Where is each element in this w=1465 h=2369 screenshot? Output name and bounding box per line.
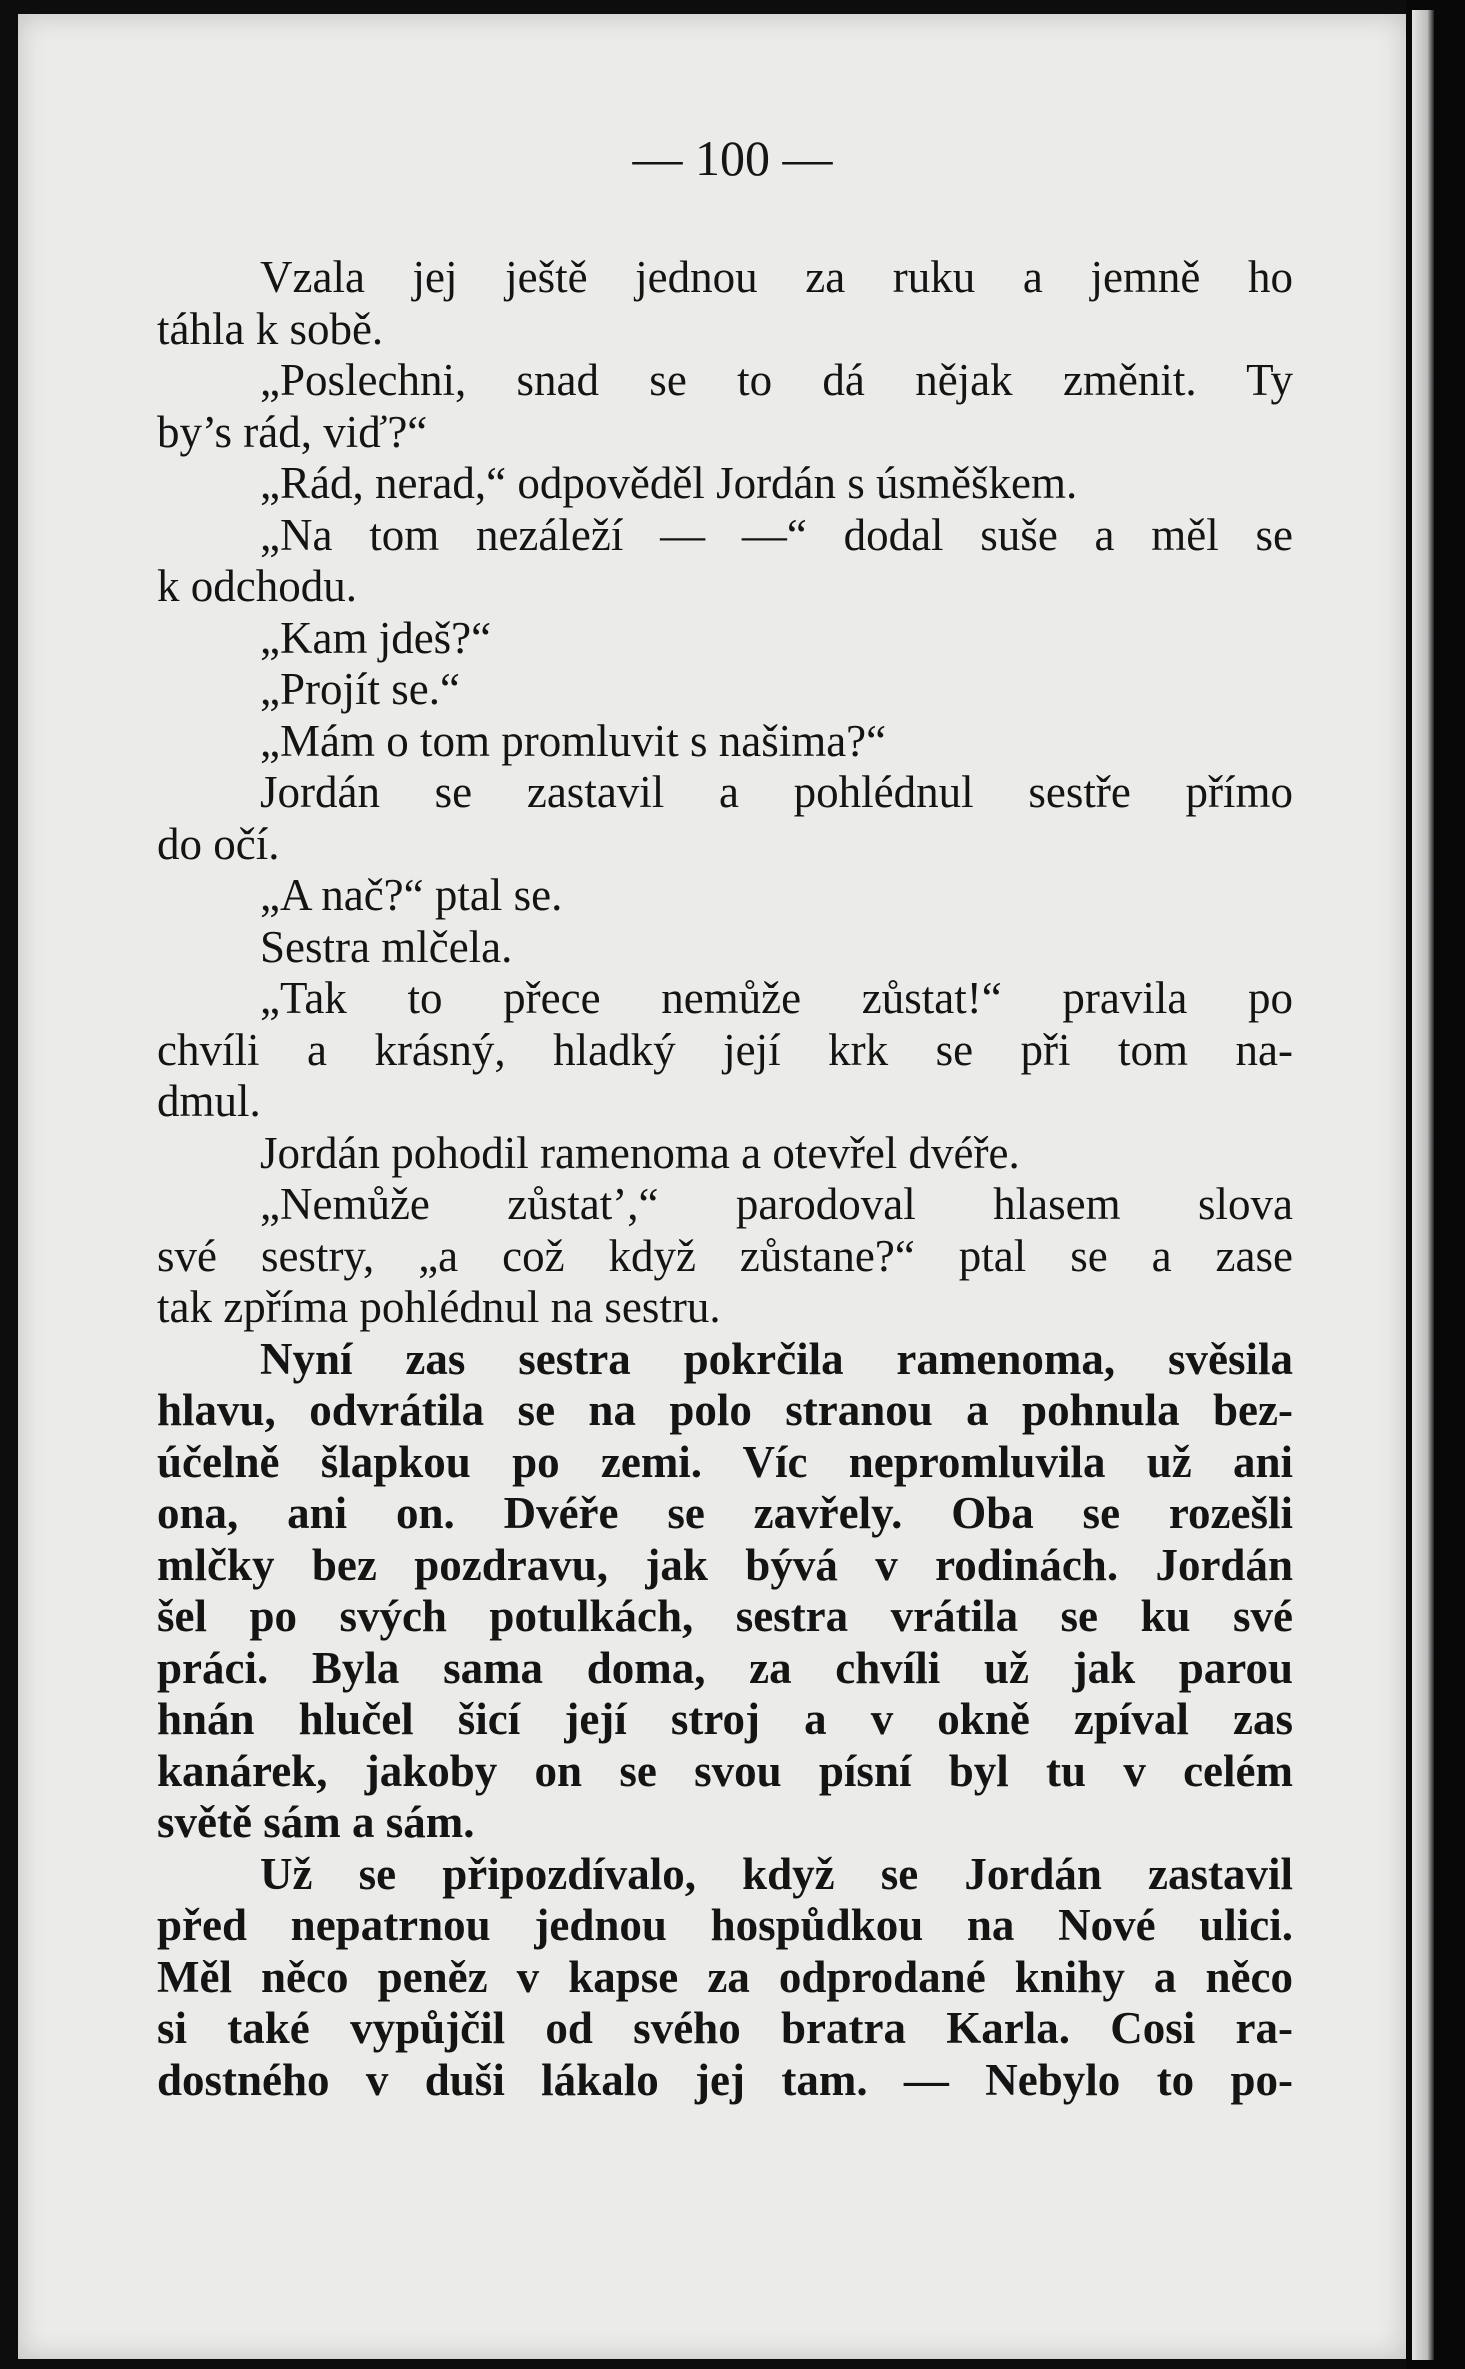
text-line: kanárek, jakoby on se svou písní byl tu v celém xyxy=(157,1745,1293,1796)
text-line: „Poslechni, snad se to dá nějak změnit. Ty xyxy=(260,355,1293,405)
text-line: Nyní zas sestra pokrčila ramenoma, svěsila xyxy=(260,1333,1293,1384)
text-line: si také vypůjčil od svého bratra Karla. Cosi ra- xyxy=(157,2003,1293,2053)
text-line: „Kam jdeš?“ xyxy=(260,612,492,663)
text-line: šel po svých potulkách, sestra vrátila se ku své xyxy=(157,1591,1293,1641)
text-line: Sestra mlčela. xyxy=(260,921,513,972)
text-line: „Rád, nerad,“ odpověděl Jordán s úsměškem. xyxy=(260,458,1078,508)
text-line: Jordán se zastavil a pohlédnul sestře přímo xyxy=(260,767,1293,817)
text-line: „Nemůže zůstat’,“ parodoval hlasem slova xyxy=(260,1179,1293,1229)
text-line: práci. Byla sama doma, za chvíli už jak parou xyxy=(157,1642,1293,1693)
text-line: „Mám o tom promluvit s našima?“ xyxy=(260,715,887,766)
text-line: „Na tom nezáleží — —“ dodal suše a měl se xyxy=(260,509,1293,560)
text-line: Vzala jej ještě jednou za ruku a jemně ho xyxy=(260,252,1293,302)
text-line: hnán hlučel šicí její stroj a v okně zpíval zas xyxy=(157,1694,1293,1744)
text-line: tak zpříma pohlédnul na sestru. xyxy=(157,1282,721,1332)
text-line: účelně šlapkou po zemi. Víc nepromluvila už ani xyxy=(157,1436,1293,1487)
text-line: své sestry, „a což když zůstane?“ ptal se a zase xyxy=(157,1230,1293,1281)
text-line: chvíli a krásný, hladký její krk se při tom na- xyxy=(157,1024,1293,1075)
page-number: — 100 — xyxy=(632,130,833,186)
text-line: „Projít se.“ xyxy=(260,664,460,714)
text-line: Jordán pohodil ramenoma a otevřel dvéře. xyxy=(260,1127,1020,1178)
text-line: dostného v duši lákalo jej tam. — Nebylo to po- xyxy=(157,2054,1293,2105)
text-line: „Tak to přece nemůže zůstat!“ pravila po xyxy=(260,973,1293,1023)
text-line: před nepatrnou jednou hospůdkou na Nové ulici. xyxy=(157,1900,1293,1950)
body-text xyxy=(157,252,1293,2106)
page-edge xyxy=(1412,10,1434,2360)
text-line: „A nač?“ ptal se. xyxy=(260,870,563,920)
text-line: táhla k sobě. xyxy=(157,303,384,354)
text-line: Už se připozdívalo, když se Jordán zastavil xyxy=(260,1848,1293,1899)
text-line: ona, ani on. Dvéře se zavřely. Oba se rozešli xyxy=(157,1488,1293,1538)
text-line: Měl něco peněz v kapse za odprodané knihy a něco xyxy=(157,1951,1293,2002)
text-line: k odchodu. xyxy=(157,561,357,611)
text-line: dmul. xyxy=(157,1076,261,1126)
text-line: mlčky bez pozdravu, jak bývá v rodinách. Jordán xyxy=(157,1539,1293,1590)
text-line: do očí. xyxy=(157,818,280,869)
text-line: světě sám a sám. xyxy=(157,1797,475,1847)
text-line: by’s rád, viď?“ xyxy=(157,406,428,457)
text-line: hlavu, odvrátila se na polo stranou a pohnula bez- xyxy=(157,1385,1293,1435)
